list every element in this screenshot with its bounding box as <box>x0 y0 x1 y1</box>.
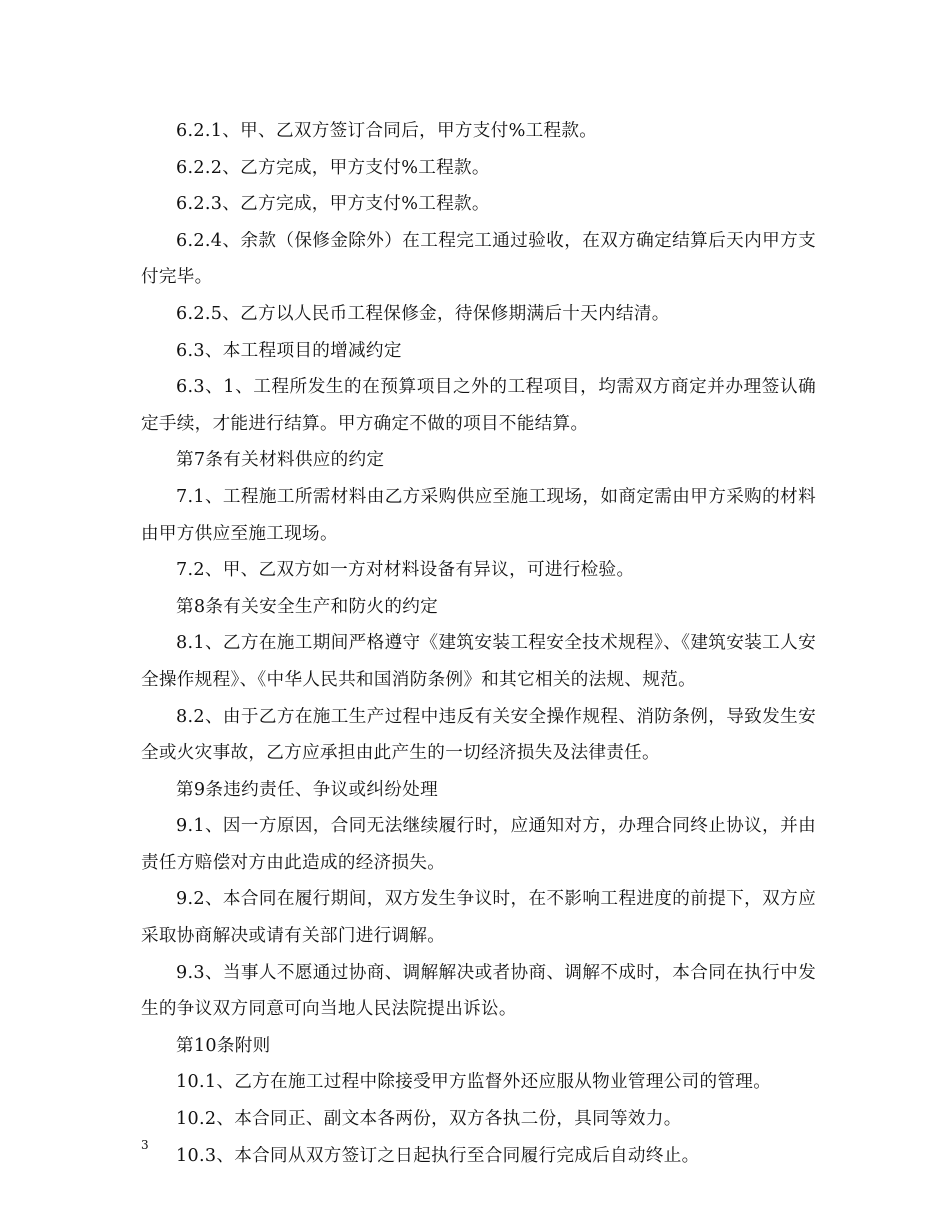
clause-10-1: 10.1、乙方在施工过程中除接受甲方监督外还应服从物业管理公司的管理。 <box>176 1072 772 1093</box>
article-8-heading: 第8条有关安全生产和防火的约定 <box>176 596 439 617</box>
clause-9-1: 9.1、因一方原因，合同无法继续履行时，应通知对方，办理合同终止协议，并由责任方赔偿对方由此造成的经济损失。 <box>141 816 816 873</box>
article-7-heading: 第7条有关材料供应的约定 <box>176 450 385 471</box>
clause-6-2-5: 6.2.5、乙方以人民币工程保修金，待保修期满后十天内结清。 <box>176 303 670 324</box>
clause-10-2: 10.2、本合同正、副文本各两份，双方各执二份，具同等效力。 <box>176 1109 682 1130</box>
contract-body <box>141 113 816 1174</box>
clause-7-1: 7.1、工程施工所需材料由乙方采购供应至施工现场，如商定需由甲方采购的材料由甲方供应至施工现场。 <box>141 486 816 544</box>
clause-8-2: 8.2、由于乙方在施工生产过程中违反有关安全操作规程、消防条例，导致发生安全或火灾事故，乙方应承担由此产生的一切经济损失及法律责任。 <box>141 706 816 764</box>
page-number: 3 <box>141 1138 149 1152</box>
clause-9-3: 9.3、当事人不愿通过协商、调解解决或者协商、调解不成时，本合同在执行中发生的争议双方同意可向当地人民法院提出诉讼。 <box>141 962 816 1020</box>
clause-6-2-2: 6.2.2、乙方完成，甲方支付%工程款。 <box>176 157 490 178</box>
clause-6-3-1: 6.3、1、工程所发生的在预算项目之外的工程项目，均需双方商定并办理签认确定手续，才能进行结算。甲方确定不做的项目不能结算。 <box>141 377 816 434</box>
clause-10-3: 10.3、本合同从双方签订之日起执行至合同履行完成后自动终止。 <box>176 1145 700 1166</box>
clause-7-2: 7.2、甲、乙双方如一方对材料设备有异议，可进行检验。 <box>176 560 635 581</box>
clause-6-2-3: 6.2.3、乙方完成，甲方支付%工程款。 <box>176 194 490 215</box>
article-10-heading: 第10条附则 <box>176 1035 271 1056</box>
clause-9-2: 9.2、本合同在履行期间，双方发生争议时，在不影响工程进度的前提下，双方应采取协商解决或请有关部门进行调解。 <box>141 889 816 947</box>
clause-6-3-heading: 6.3、本工程项目的增减约定 <box>176 340 402 361</box>
clause-6-2-4: 6.2.4、余款（保修金除外）在工程完工通过验收，在双方确定结算后天内甲方支付完毕。 <box>141 230 816 288</box>
clause-6-2-1: 6.2.1、甲、乙双方签订合同后，甲方支付%工程款。 <box>176 121 598 141</box>
clause-8-1: 8.1、乙方在施工期间严格遵守《建筑安装工程安全技术规程》、《建筑安装工人安全操作规程》、《中华人民共和国消防条例》和其它相关的法规、规范。 <box>141 633 816 690</box>
article-9-heading: 第9条违约责任、争议或纠纷处理 <box>176 779 439 800</box>
